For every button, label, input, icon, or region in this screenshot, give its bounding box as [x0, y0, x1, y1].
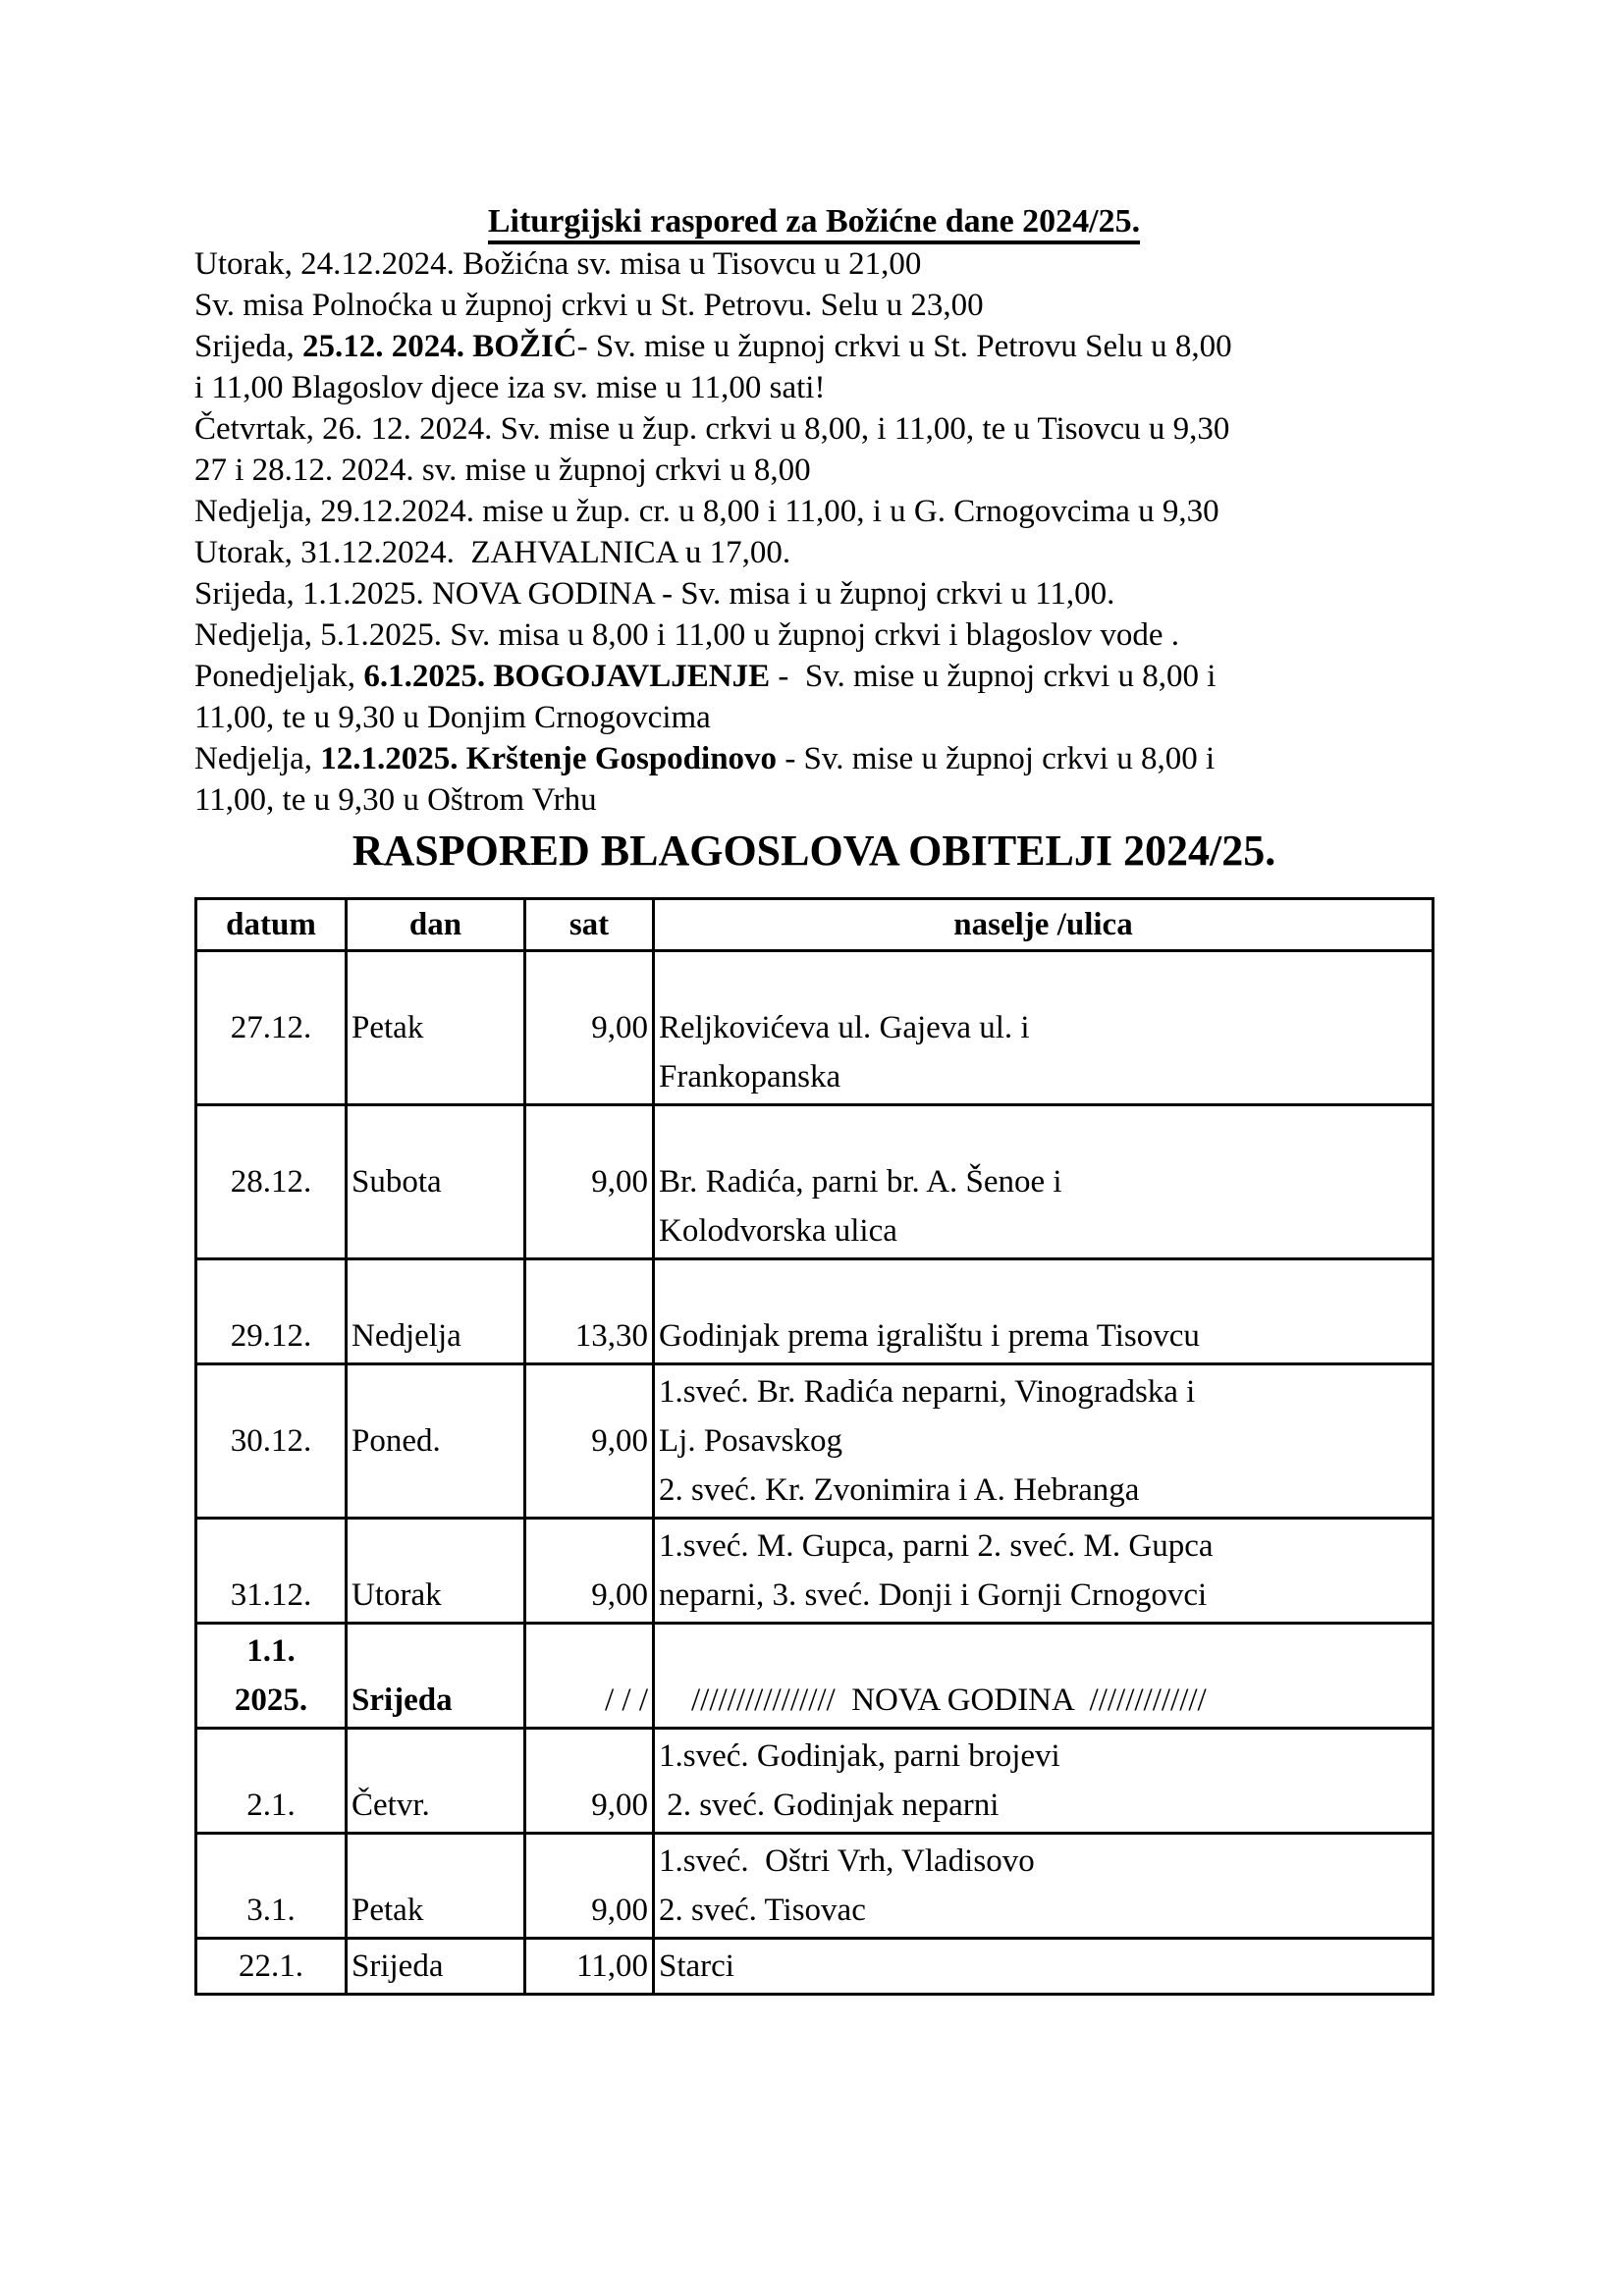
schedule-line-bold-segment: 25.12. 2024. BOŽIĆ [301, 329, 577, 364]
cell-naselje: 1.sveć. Oštri Vrh, Vladisovo 2. sveć. Tisovac [654, 1834, 1434, 1939]
schedule-line [194, 532, 1434, 573]
cell-datum: 2.1. [196, 1729, 347, 1834]
cell-datum: 3.1. [196, 1834, 347, 1939]
cell-sat: 9,00 [525, 951, 654, 1105]
cell-datum: 1.1. 2025. [196, 1624, 347, 1729]
table-header [196, 899, 1434, 951]
cell-sat: 13,30 [525, 1259, 654, 1364]
schedule-line-segment: Sv. misa Polnoćka u župnoj crkvi u St. Petrovu. Selu u 23,00 [194, 288, 984, 323]
schedule-line [194, 408, 1434, 450]
schedule-line [194, 614, 1434, 656]
cell-sat: 9,00 [525, 1364, 654, 1519]
cell-sat: / / / [525, 1624, 654, 1729]
schedule-line-segment: Nedjelja, [194, 741, 321, 776]
schedule-line-segment: Četvrtak, 26. 12. 2024. Sv. mise u žup. crkvi u 8,00, i 11,00, te u Tisovcu u 9,30 [194, 411, 1230, 447]
cell-naselje: Starci [654, 1939, 1434, 1995]
cell-sat: 9,00 [525, 1729, 654, 1834]
cell-sat: 9,00 [525, 1834, 654, 1939]
schedule-line [194, 656, 1434, 697]
schedule-line-segment: 27 i 28.12. 2024. sv. mise u župnoj crkvi u 8,00 [194, 453, 811, 488]
table-row [196, 1259, 1434, 1364]
cell-datum: 22.1. [196, 1939, 347, 1995]
schedule-line-segment: 11,00, te u 9,30 u Oštrom Vrhu [194, 782, 597, 818]
table-row [196, 1939, 1434, 1995]
schedule-line-segment: - Sv. mise u župnoj crkvi u 8,00 i [777, 741, 1216, 776]
cell-dan: Nedjelja [347, 1259, 525, 1364]
column-header-sat: sat [525, 899, 654, 951]
document-content [194, 200, 1434, 1996]
schedule-line [194, 697, 1434, 738]
table-row [196, 1519, 1434, 1624]
schedule-line [194, 285, 1434, 326]
table-row [196, 1105, 1434, 1259]
schedule-line-segment: Utorak, 31.12.2024. ZAHVALNICA u 17,00. [194, 535, 791, 570]
cell-dan: Srijeda [347, 1939, 525, 1995]
cell-dan: Četvr. [347, 1729, 525, 1834]
cell-datum: 29.12. [196, 1259, 347, 1364]
schedule-line-segment: - Sv. mise u župnoj crkvi u St. Petrovu Selu u 8,00 [576, 329, 1232, 364]
blessing-table-heading: RASPORED BLAGOSLOVA OBITELJI 2024/25. [352, 827, 1276, 875]
cell-dan: Srijeda [347, 1624, 525, 1729]
cell-datum: 31.12. [196, 1519, 347, 1624]
schedule-line-segment: Srijeda, [194, 329, 302, 364]
cell-sat: 9,00 [525, 1519, 654, 1624]
schedule-line-segment: - Sv. mise u župnoj crkvi u 8,00 i [770, 659, 1217, 694]
table-row [196, 1364, 1434, 1519]
column-header-naselje: naselje /ulica [654, 899, 1434, 951]
schedule-line-segment: Srijeda, 1.1.2025. NOVA GODINA - Sv. misa i u župnoj crkvi u 11,00. [194, 576, 1115, 612]
table-row [196, 1834, 1434, 1939]
schedule-line [194, 326, 1434, 367]
table-header-row [196, 899, 1434, 951]
schedule-line-segment: Ponedjeljak, [194, 659, 364, 694]
cell-naselje: 1.sveć. M. Gupca, parni 2. sveć. M. Gupca neparni, 3. sveć. Donji i Gornji Crnogovci [654, 1519, 1434, 1624]
liturgical-schedule-section [194, 243, 1434, 821]
cell-dan: Petak [347, 951, 525, 1105]
cell-datum: 30.12. [196, 1364, 347, 1519]
schedule-line-bold-segment: 6.1.2025. BOGOJAVLJENJE [363, 659, 771, 694]
column-header-datum: datum [196, 899, 347, 951]
cell-sat: 11,00 [525, 1939, 654, 1995]
schedule-line [194, 491, 1434, 532]
cell-naselje: Godinjak prema igralištu i prema Tisovcu [654, 1259, 1434, 1364]
schedule-line [194, 779, 1434, 821]
cell-dan: Poned. [347, 1364, 525, 1519]
page-title [194, 200, 1434, 243]
schedule-line-segment: i 11,00 Blagoslov djece iza sv. mise u 11,00 sati! [194, 370, 826, 405]
cell-dan: Subota [347, 1105, 525, 1259]
schedule-line-segment: Utorak, 24.12.2024. Božićna sv. misa u Tisovcu u 21,00 [194, 246, 922, 282]
schedule-line-segment: Nedjelja, 5.1.2025. Sv. misa u 8,00 i 11,00 u župnoj crkvi i blagoslov vode . [194, 617, 1180, 653]
schedule-line-bold-segment: 12.1.2025. Krštenje Gospodinovo [320, 741, 778, 776]
schedule-line [194, 738, 1434, 779]
column-header-dan: dan [347, 899, 525, 951]
table-row [196, 1624, 1434, 1729]
table-row [196, 1729, 1434, 1834]
schedule-line [194, 367, 1434, 408]
cell-sat: 9,00 [525, 1105, 654, 1259]
cell-dan: Utorak [347, 1519, 525, 1624]
cell-dan: Petak [347, 1834, 525, 1939]
cell-datum: 28.12. [196, 1105, 347, 1259]
schedule-line-segment: Nedjelja, 29.12.2024. mise u žup. cr. u 8,00 i 11,00, i u G. Crnogovcima u 9,30 [194, 494, 1219, 529]
table-body [196, 951, 1434, 1995]
schedule-line-segment: 11,00, te u 9,30 u Donjim Crnogovcima [194, 700, 711, 735]
cell-naselje: 1.sveć. Godinjak, parni brojevi 2. sveć. Godinjak neparni [654, 1729, 1434, 1834]
schedule-line [194, 450, 1434, 491]
schedule-line [194, 243, 1434, 285]
schedule-line [194, 573, 1434, 614]
cell-naselje: Reljkovićeva ul. Gajeva ul. i Frankopanska [654, 951, 1434, 1105]
cell-naselje: //////////////// NOVA GODINA ///////////// [654, 1624, 1434, 1729]
cell-datum: 27.12. [196, 951, 347, 1105]
page-title-text: Liturgijski raspored za Božićne dane 2024/25. [488, 203, 1140, 244]
cell-naselje: 1.sveć. Br. Radića neparni, Vinogradska i Lj. Posavskog 2. sveć. Kr. Zvonimira i A. Hebranga [654, 1364, 1434, 1519]
cell-naselje: Br. Radića, parni br. A. Šenoe i Kolodvorska ulica [654, 1105, 1434, 1259]
blessing-schedule-table [194, 897, 1434, 1996]
table-row [196, 951, 1434, 1105]
